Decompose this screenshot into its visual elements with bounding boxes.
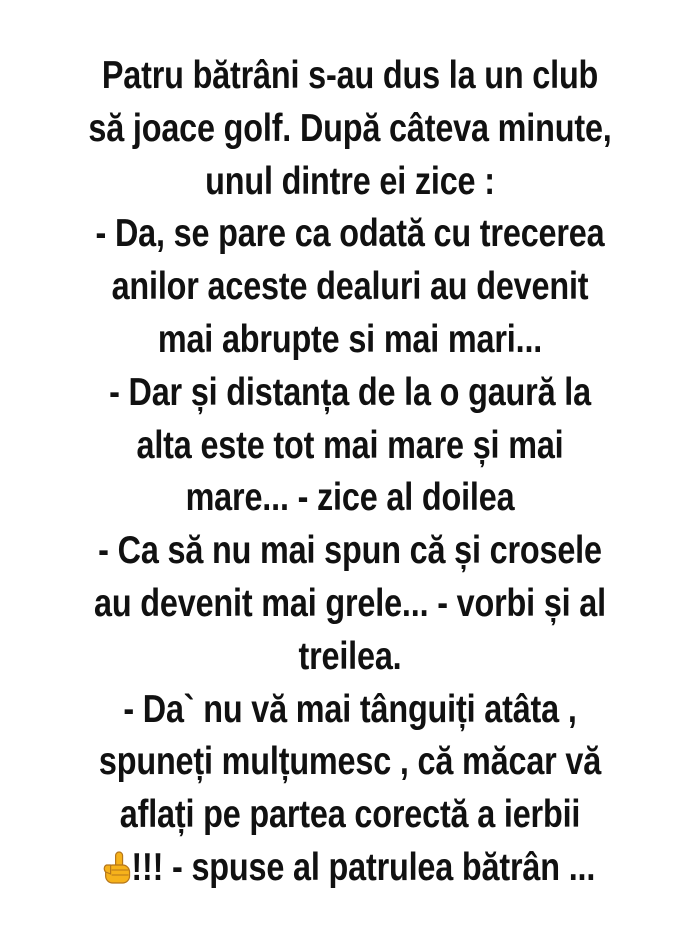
last-line-text: !!! - spuse al patrulea bătrân ...: [131, 845, 596, 889]
text-line: spuneți mulțumesc , că măcar vă: [98, 740, 602, 784]
text-line: au devenit mai grele... - vorbi și al: [94, 581, 606, 625]
text-line: - Ca să nu mai spun că și crosele: [98, 529, 602, 573]
text-line: mare... - zice al doilea: [185, 476, 515, 520]
joke-text: [60, 50, 641, 895]
text-line: - Da, se pare ca odată cu trecerea: [95, 212, 605, 256]
text-line: să joace golf. După câteva minute,: [88, 106, 612, 150]
last-text-line: [60, 842, 641, 895]
text-line: anilor aceste dealuri au devenit: [111, 265, 589, 309]
text-line: aflați pe partea corectă a ierbii: [119, 793, 581, 837]
text-line: unul dintre ei zice :: [205, 159, 495, 203]
text-line: Patru bătrâni s-au dus la un club: [101, 54, 599, 97]
text-line: alta este tot mai mare și mai: [136, 423, 564, 467]
pointing-up-hand-icon: [102, 842, 132, 895]
text-line: - Da` nu vă mai tânguiți atâta ,: [123, 687, 577, 731]
text-line: treilea.: [298, 634, 402, 678]
text-line: mai abrupte si mai mari...: [157, 317, 543, 361]
text-line: - Dar și distanța de la o gaură la: [109, 370, 591, 414]
